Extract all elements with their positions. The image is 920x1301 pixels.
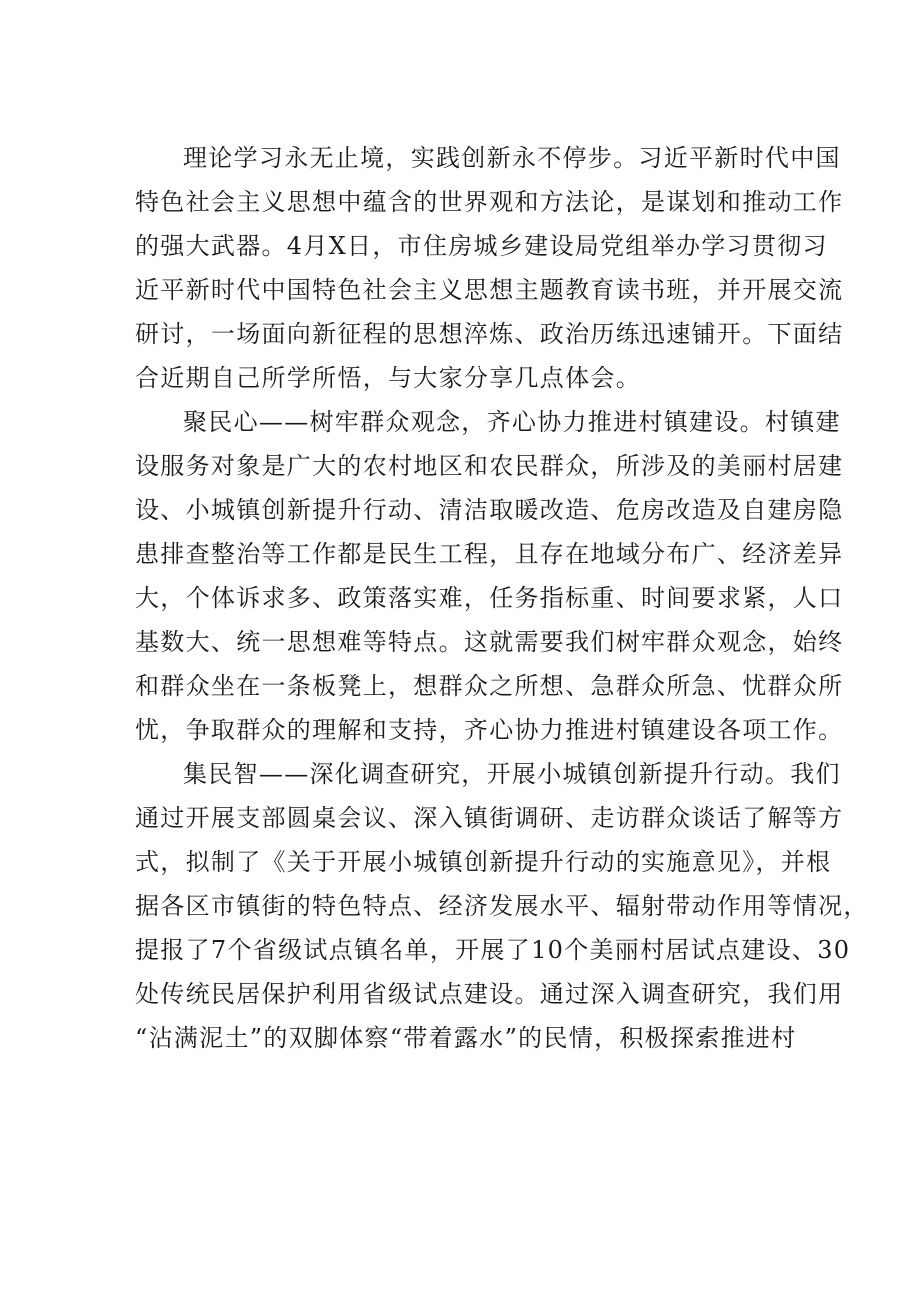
text-line: 基数大、统一思想难等特点。这就需要我们树牢群众观念，始终 [135,628,844,656]
text-line: 据各区市镇街的特色特点、经济发展水平、辐射带动作用等情况， [135,892,869,920]
text-line: 合近期自己所学所悟，与大家分享几点体会。 [135,364,641,392]
text-line: 通过开展支部圆桌会议、深入镇街调研、走访群众谈话了解等方 [135,804,844,832]
text-line: 式，拟制了《关于开展小城镇创新提升行动的实施意见》，并根 [135,848,832,876]
text-line: 集民智——深化调查研究，开展小城镇创新提升行动。我们 [183,760,841,788]
document-body [135,136,869,1060]
text-line: 患排查整治等工作都是民生工程，且存在地域分布广、经济差异 [135,540,844,568]
paragraph-intro [135,136,844,400]
text-line: 特色社会主义思想中蕴含的世界观和方法论，是谋划和推动工作 [135,188,844,216]
text-line: “沾满泥土”的双脚体察“带着露水”的民情，积极探索推进村 [135,1024,797,1052]
text-line: 设服务对象是广大的农村地区和农民群众，所涉及的美丽村居建 [135,452,844,480]
paragraph-gather-wisdom [135,752,869,1060]
text-line: 提报了7个省级试点镇名单，开展了10个美丽村居试点建设、30 [135,936,851,964]
text-line: 理论学习永无止境，实践创新永不停步。习近平新时代中国 [183,144,841,172]
paragraph-gather-hearts [135,400,844,752]
text-line: 和群众坐在一条板凳上，想群众之所想、急群众所急、忧群众所 [135,672,844,700]
text-line: 忧，争取群众的理解和支持，齐心协力推进村镇建设各项工作。 [135,716,844,744]
text-line: 设、小城镇创新提升行动、清洁取暖改造、危房改造及自建房隐 [135,496,844,524]
text-line: 研讨，一场面向新征程的思想淬炼、政治历练迅速铺开。下面结 [135,320,844,348]
text-line: 聚民心——树牢群众观念，齐心协力推进村镇建设。村镇建 [183,408,841,436]
text-line: 近平新时代中国特色社会主义思想主题教育读书班，并开展交流 [135,276,844,304]
text-line: 的强大武器。4月X日，市住房城乡建设局党组举办学习贯彻习 [135,232,828,260]
text-line: 处传统民居保护利用省级试点建设。通过深入调查研究，我们用 [135,980,844,1008]
text-line: 大，个体诉求多、政策落实难，任务指标重、时间要求紧，人口 [135,584,844,612]
